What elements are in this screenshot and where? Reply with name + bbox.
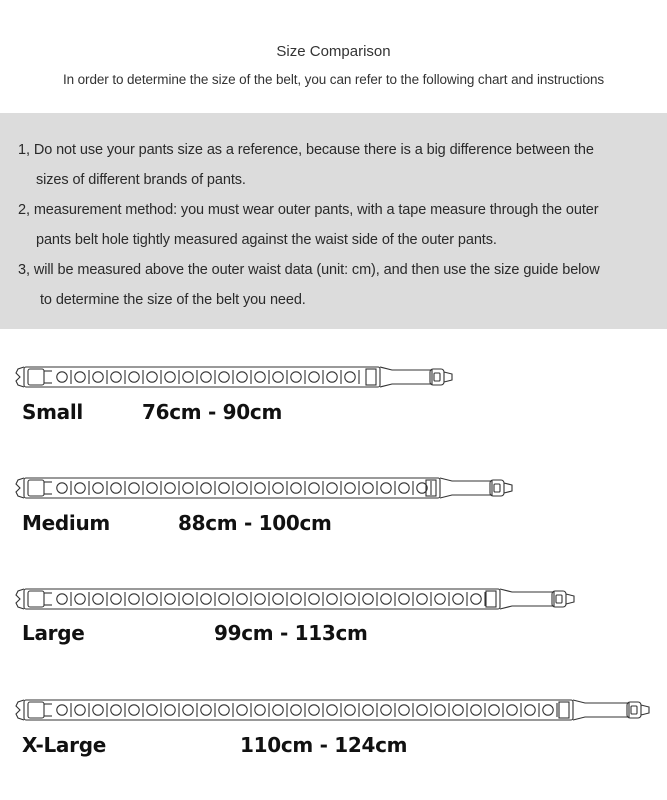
belt-hole [165,705,175,715]
belt-hole [453,594,463,604]
belt-cap [16,589,24,609]
belt-hole [363,705,373,715]
belt-cap [16,367,24,387]
belt-large-illustration [16,589,574,609]
belt-hole [111,594,121,604]
belt-hole [219,594,229,604]
belt-hole [147,372,157,382]
belt-hole [309,594,319,604]
size-range-large: 99cm - 113cm [214,621,368,645]
belt-hole [291,594,301,604]
belt-hole [507,705,517,715]
belt-hole [219,372,229,382]
belt-hole [255,483,265,493]
belt-hole [273,705,283,715]
belt-strap [24,589,500,609]
belt-hole [417,594,427,604]
belt-hole [363,483,373,493]
belt-hole [93,372,103,382]
belt-strap-end [500,589,554,609]
size-range-small: 76cm - 90cm [142,400,282,424]
belt-hole [219,705,229,715]
instruction-1-line-1: 1, Do not use your pants size as a reference, because there is a big difference between the [18,142,594,158]
belt-hole [399,483,409,493]
size-range-xlarge: 110cm - 124cm [240,733,408,757]
belt-hole [489,705,499,715]
belt-hole [237,372,247,382]
belt-hole [129,483,139,493]
instruction-3-line-2: to determine the size of the belt you need. [40,292,306,308]
belt-hole [201,483,211,493]
size-name-medium: Medium [22,511,110,535]
page-title: Size Comparison [276,43,391,60]
belt-hole [201,594,211,604]
belt-hole [255,705,265,715]
belt-strap-end [380,367,432,387]
belt-hole [183,483,193,493]
belt-hole [345,483,355,493]
belt-hole [75,594,85,604]
belt-hole [165,372,175,382]
belt-hole [237,483,247,493]
belt-hole [57,594,67,604]
belt-hole [291,705,301,715]
belt-xlarge-illustration [16,700,649,720]
belt-hole [327,705,337,715]
belt-hole [525,705,535,715]
belt-hole [363,594,373,604]
belt-hole [201,372,211,382]
belt-hole [93,483,103,493]
buckle-icon [28,702,44,718]
size-name-xlarge: X-Large [22,733,106,757]
belt-hole [165,483,175,493]
belt-hole [399,705,409,715]
page-subtitle: In order to determine the size of the belt, you can refer to the following chart and instructions [62,72,605,87]
size-name-small: Small [22,400,83,424]
belt-hole [327,594,337,604]
belt-hole [453,705,463,715]
belt-strap [24,700,573,720]
belt-hole [417,705,427,715]
belt-hole [237,594,247,604]
buckle-icon [28,369,44,385]
belt-hole [183,372,193,382]
belt-hole [183,594,193,604]
belt-hole [471,594,481,604]
belt-hole [147,594,157,604]
size-range-medium: 88cm - 100cm [178,511,332,535]
instructions-panel [0,113,667,329]
belt-hole [435,594,445,604]
belt-hole [255,594,265,604]
belt-hole [129,705,139,715]
belt-hole [345,705,355,715]
belt-hole [399,594,409,604]
belt-hole [345,372,355,382]
belt-hole [57,483,67,493]
size-name-large: Large [22,621,85,645]
belt-hole [327,372,337,382]
belt-hole [129,594,139,604]
belt-hole [273,594,283,604]
belt-hole [273,483,283,493]
belt-hole [183,705,193,715]
belt-hole [273,372,283,382]
belt-hole [57,372,67,382]
belt-hole [93,705,103,715]
belt-strap [24,478,440,498]
belt-hole [309,705,319,715]
belt-size-illustrations [0,329,667,800]
belt-hole [75,705,85,715]
belt-hole [309,483,319,493]
belt-hole [327,483,337,493]
belt-strap-end [573,700,629,720]
belt-small-illustration [16,367,452,387]
belt-hole [309,372,319,382]
belt-hole [381,705,391,715]
belt-hole [147,483,157,493]
instruction-1-line-2: sizes of different brands of pants. [36,172,246,188]
belt-strap-end [440,478,492,498]
buckle-icon [28,480,44,496]
belt-hole [381,483,391,493]
belt-tip [366,369,376,385]
instruction-3-line-1: 3, will be measured above the outer waist data (unit: cm), and then use the size guide below [18,262,600,278]
belt-tip [559,702,569,718]
belt-medium-illustration [16,478,512,498]
belt-hole [165,594,175,604]
belt-hole [237,705,247,715]
header [0,0,667,113]
belt-hole [111,483,121,493]
buckle-icon [28,591,44,607]
belt-hole [57,705,67,715]
belt-hole [255,372,265,382]
belt-hole [543,705,553,715]
belt-cap [16,478,24,498]
belt-hole [345,594,355,604]
belt-hole [291,372,301,382]
belt-hole [201,705,211,715]
belt-hole [75,483,85,493]
belt-hole [93,594,103,604]
belt-hole [147,705,157,715]
instruction-2-line-2: pants belt hole tightly measured against the waist side of the outer pants. [36,232,497,248]
belt-hole [435,705,445,715]
belt-hole [75,372,85,382]
belt-hole [129,372,139,382]
belt-hole [471,705,481,715]
instruction-2-line-1: 2, measurement method: you must wear outer pants, with a tape measure through the outer [18,202,599,218]
belt-hole [219,483,229,493]
belt-tip [486,591,496,607]
belt-hole [381,594,391,604]
belt-hole [291,483,301,493]
belt-hole [111,372,121,382]
belt-hole [111,705,121,715]
belt-cap [16,700,24,720]
